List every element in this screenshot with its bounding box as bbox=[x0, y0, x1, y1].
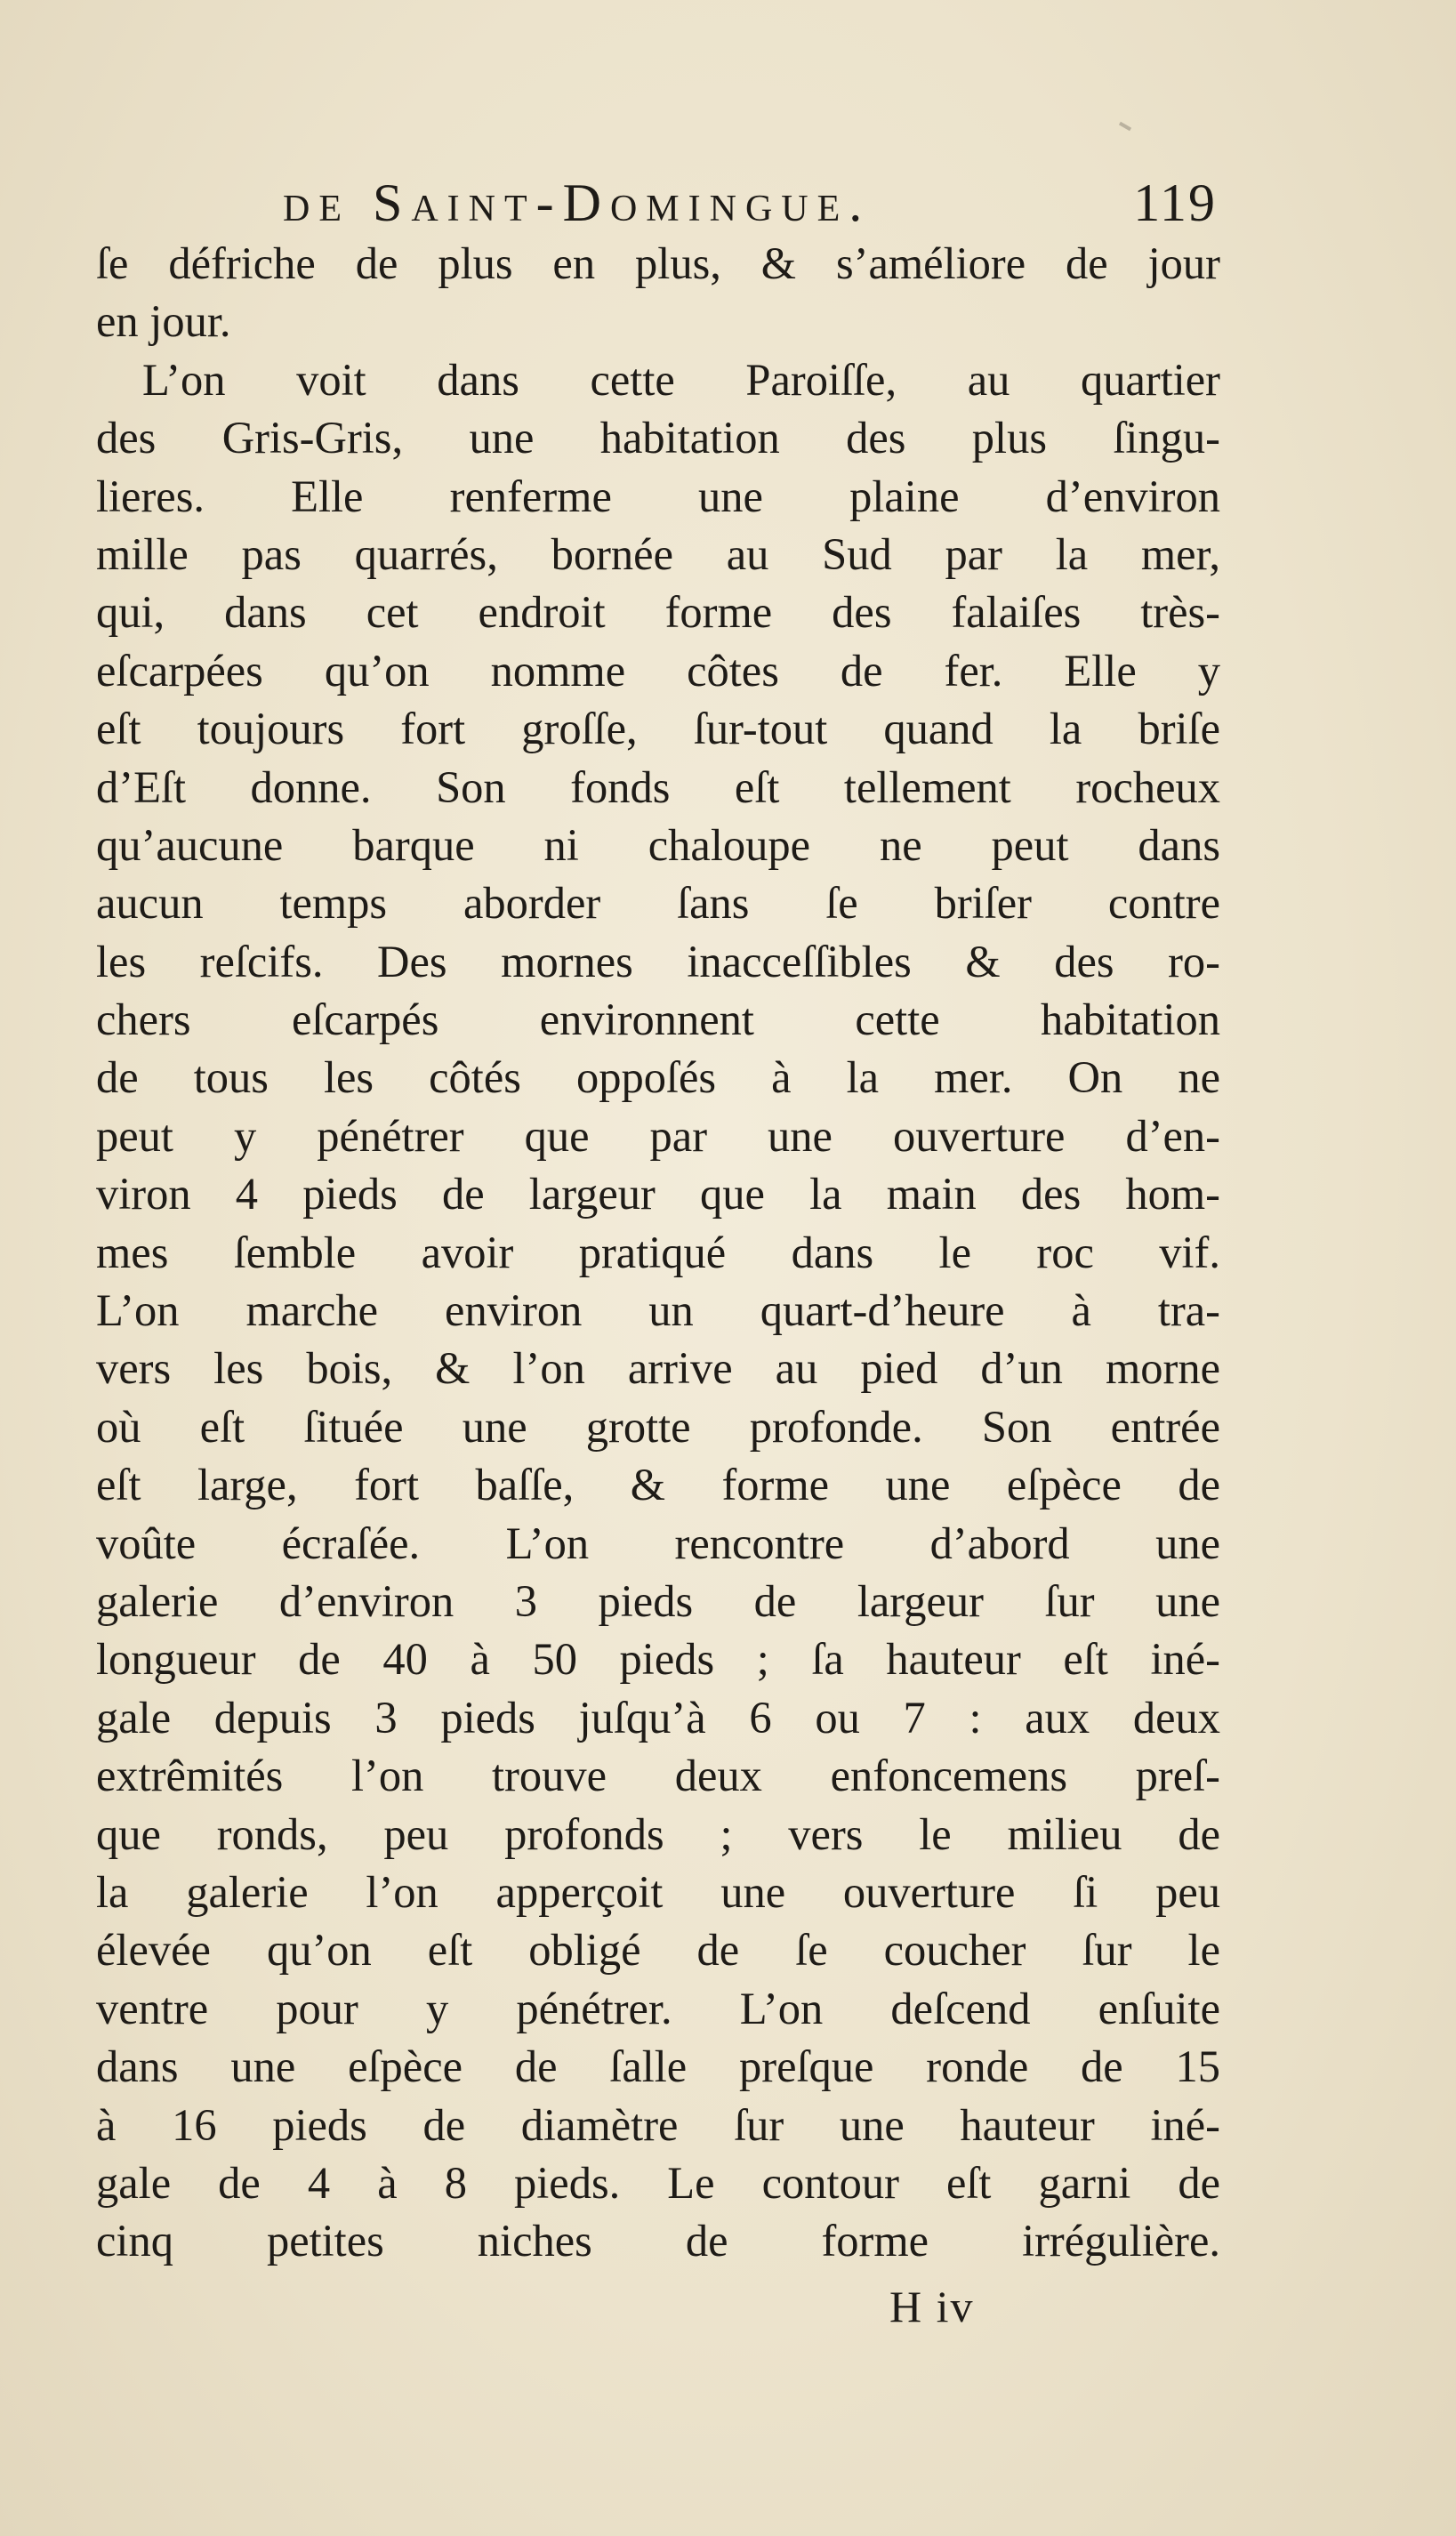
text-line: longueur de 40 à 50 pieds ; ſa hauteur eſt iné- bbox=[96, 1634, 1220, 1685]
text-line: galerie d’environ 3 pieds de largeur ſur une bbox=[96, 1575, 1220, 1626]
text-line: que ronds, peu profonds ; vers le milieu de bbox=[96, 1808, 1220, 1859]
text-line: élevée qu’on eſt obligé de ſe coucher ſur le bbox=[96, 1925, 1220, 1976]
running-title: de Saint-Domingue. bbox=[283, 173, 872, 232]
text-line: eſt toujours fort groſſe, ſur-tout quand la briſe bbox=[96, 704, 1220, 754]
body-text bbox=[96, 235, 1220, 2271]
text-line: qu’aucune barque ni chaloupe ne peut dans bbox=[96, 819, 1220, 870]
text-line: eſt large, fort baſſe, & forme une eſpèce de bbox=[96, 1460, 1220, 1510]
text-line: des Gris-Gris, une habitation des plus ſingu- bbox=[96, 413, 1220, 463]
text-line: aucun temps aborder ſans ſe briſer contre bbox=[96, 878, 1220, 929]
text-line: eſcarpées qu’on nomme côtes de fer. Elle y bbox=[96, 645, 1220, 696]
text-line: la galerie l’on apperçoit une ouverture ſi peu bbox=[96, 1866, 1220, 1917]
text-line: ſe défriche de plus en plus, & s’améliore de jour bbox=[96, 238, 1220, 288]
signature-mark: H iv bbox=[889, 2282, 975, 2331]
text-line: cinq petites niches de forme irrégulière. bbox=[96, 2216, 1220, 2266]
text-line: extrêmités l’on trouve deux enfoncemens preſ- bbox=[96, 1751, 1220, 1801]
text-line: en jour. bbox=[96, 296, 231, 347]
text-line: où eſt ſituée une grotte profonde. Son entrée bbox=[96, 1401, 1220, 1452]
text-line: à 16 pieds de diamètre ſur une hauteur iné- bbox=[96, 2099, 1220, 2150]
text-line: dans une eſpèce de ſalle preſque ronde de 15 bbox=[96, 2041, 1220, 2092]
text-line: mes ſemble avoir pratiqué dans le roc vif. bbox=[96, 1227, 1220, 1277]
text-line: lieres. Elle renferme une plaine d’environ bbox=[96, 471, 1220, 521]
text-line: de tous les côtés oppoſés à la mer. On ne bbox=[96, 1052, 1220, 1103]
text-line: viron 4 pieds de largeur que la main des hom- bbox=[96, 1169, 1220, 1220]
text-line: vers les bois, & l’on arrive au pied d’un morne bbox=[96, 1343, 1220, 1394]
paper-speck bbox=[1119, 122, 1131, 131]
text-line: peut y pénétrer que par une ouverture d’en- bbox=[96, 1110, 1220, 1161]
text-line: gale depuis 3 pieds juſqu’à 6 ou 7 : aux deux bbox=[96, 1692, 1220, 1743]
text-line: mille pas quarrés, bornée au Sud par la mer, bbox=[96, 528, 1220, 579]
page-number: 119 bbox=[1133, 173, 1217, 232]
page-header bbox=[283, 167, 1217, 238]
text-line: les reſcifs. Des mornes inacceſſibles & des ro- bbox=[96, 936, 1220, 986]
text-line: d’Eſt donne. Son fonds eſt tellement rocheux bbox=[96, 761, 1220, 812]
text-line: L’on marche environ un quart-d’heure à tra- bbox=[96, 1285, 1220, 1336]
text-line: chers eſcarpés environnent cette habitation bbox=[96, 994, 1220, 1045]
text-line: qui, dans cet endroit forme des falaiſes très- bbox=[96, 587, 1220, 638]
text-line: gale de 4 à 8 pieds. Le contour eſt garni de bbox=[96, 2157, 1220, 2208]
text-line: voûte écraſée. L’on rencontre d’abord une bbox=[96, 1518, 1220, 1568]
text-line: L’on voit dans cette Paroiſſe, au quartier bbox=[142, 354, 1220, 405]
text-line: ventre pour y pénétrer. L’on deſcend enſuite bbox=[96, 1983, 1220, 2033]
